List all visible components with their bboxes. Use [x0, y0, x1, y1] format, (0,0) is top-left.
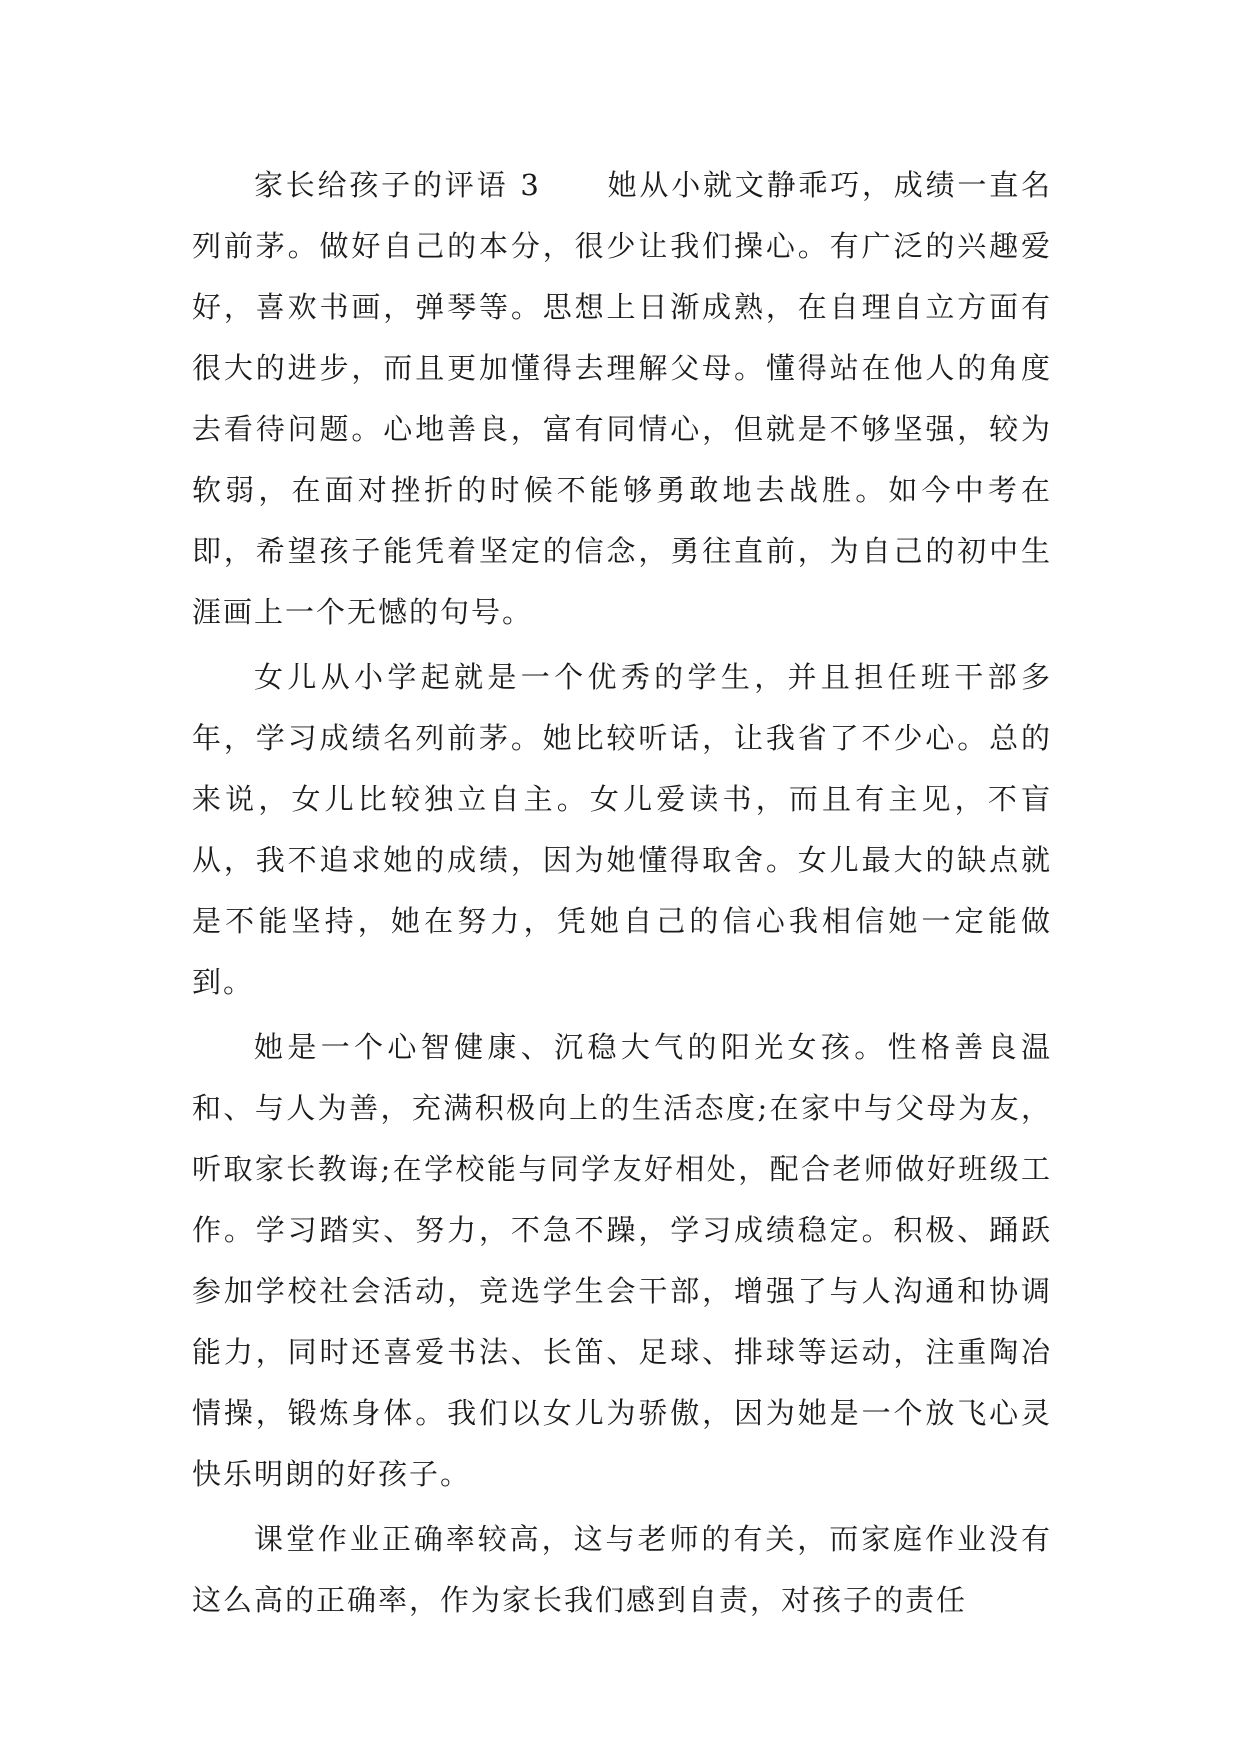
inline-heading: 家长给孩子的评语 3	[254, 168, 541, 202]
paragraph-1	[192, 155, 1052, 643]
paragraph-4: 课堂作业正确率较高，这与老师的有关，而家庭作业没有这么高的正确率，作为家长我们感到自责，对孩子的责任	[192, 1522, 1052, 1617]
paragraph-3: 她是一个心智健康、沉稳大气的阳光女孩。性格善良温和、与人为善，充满积极向上的生活态度;在家中与父母为友，听取家长教诲;在学校能与同学友好相处，配合老师做好班级工作。学习踏实、努力，不急不躁，学习成绩稳定。积极、踊跃参加学校社会活动，竞选学生会干部，增强了与人沟通和协调能力，同时还喜爱书法、长笛、足球、排球等运动，注重陶冶情操，锻炼身体。我们以女儿为骄傲，因为她是一个放飞心灵快乐明朗的好孩子。	[192, 1030, 1052, 1491]
paragraph-1-text: 她从小就文静乖巧，成绩一直名列前茅。做好自己的本分，很少让我们操心。有广泛的兴趣爱好，喜欢书画，弹琴等。思想上日渐成熟，在自理自立方面有很大的进步，而且更加懂得去理解父母。懂得站在他人的角度去看待问题。心地善良，富有同情心，但就是不够坚强，较为软弱，在面对挫折的时候不能够勇敢地去战胜。如今中考在即，希望孩子能凭着坚定的信念，勇往直前，为自己的初中生涯画上一个无憾的句号。	[192, 168, 1052, 629]
paragraph-2: 女儿从小学起就是一个优秀的学生，并且担任班干部多年，学习成绩名列前茅。她比较听话，让我省了不少心。总的来说，女儿比较独立自主。女儿爱读书，而且有主见，不盲从，我不追求她的成绩，因为她懂得取舍。女儿最大的缺点就是不能坚持，她在努力，凭她自己的信心我相信她一定能做到。	[192, 660, 1052, 999]
document-body	[192, 155, 1052, 1631]
